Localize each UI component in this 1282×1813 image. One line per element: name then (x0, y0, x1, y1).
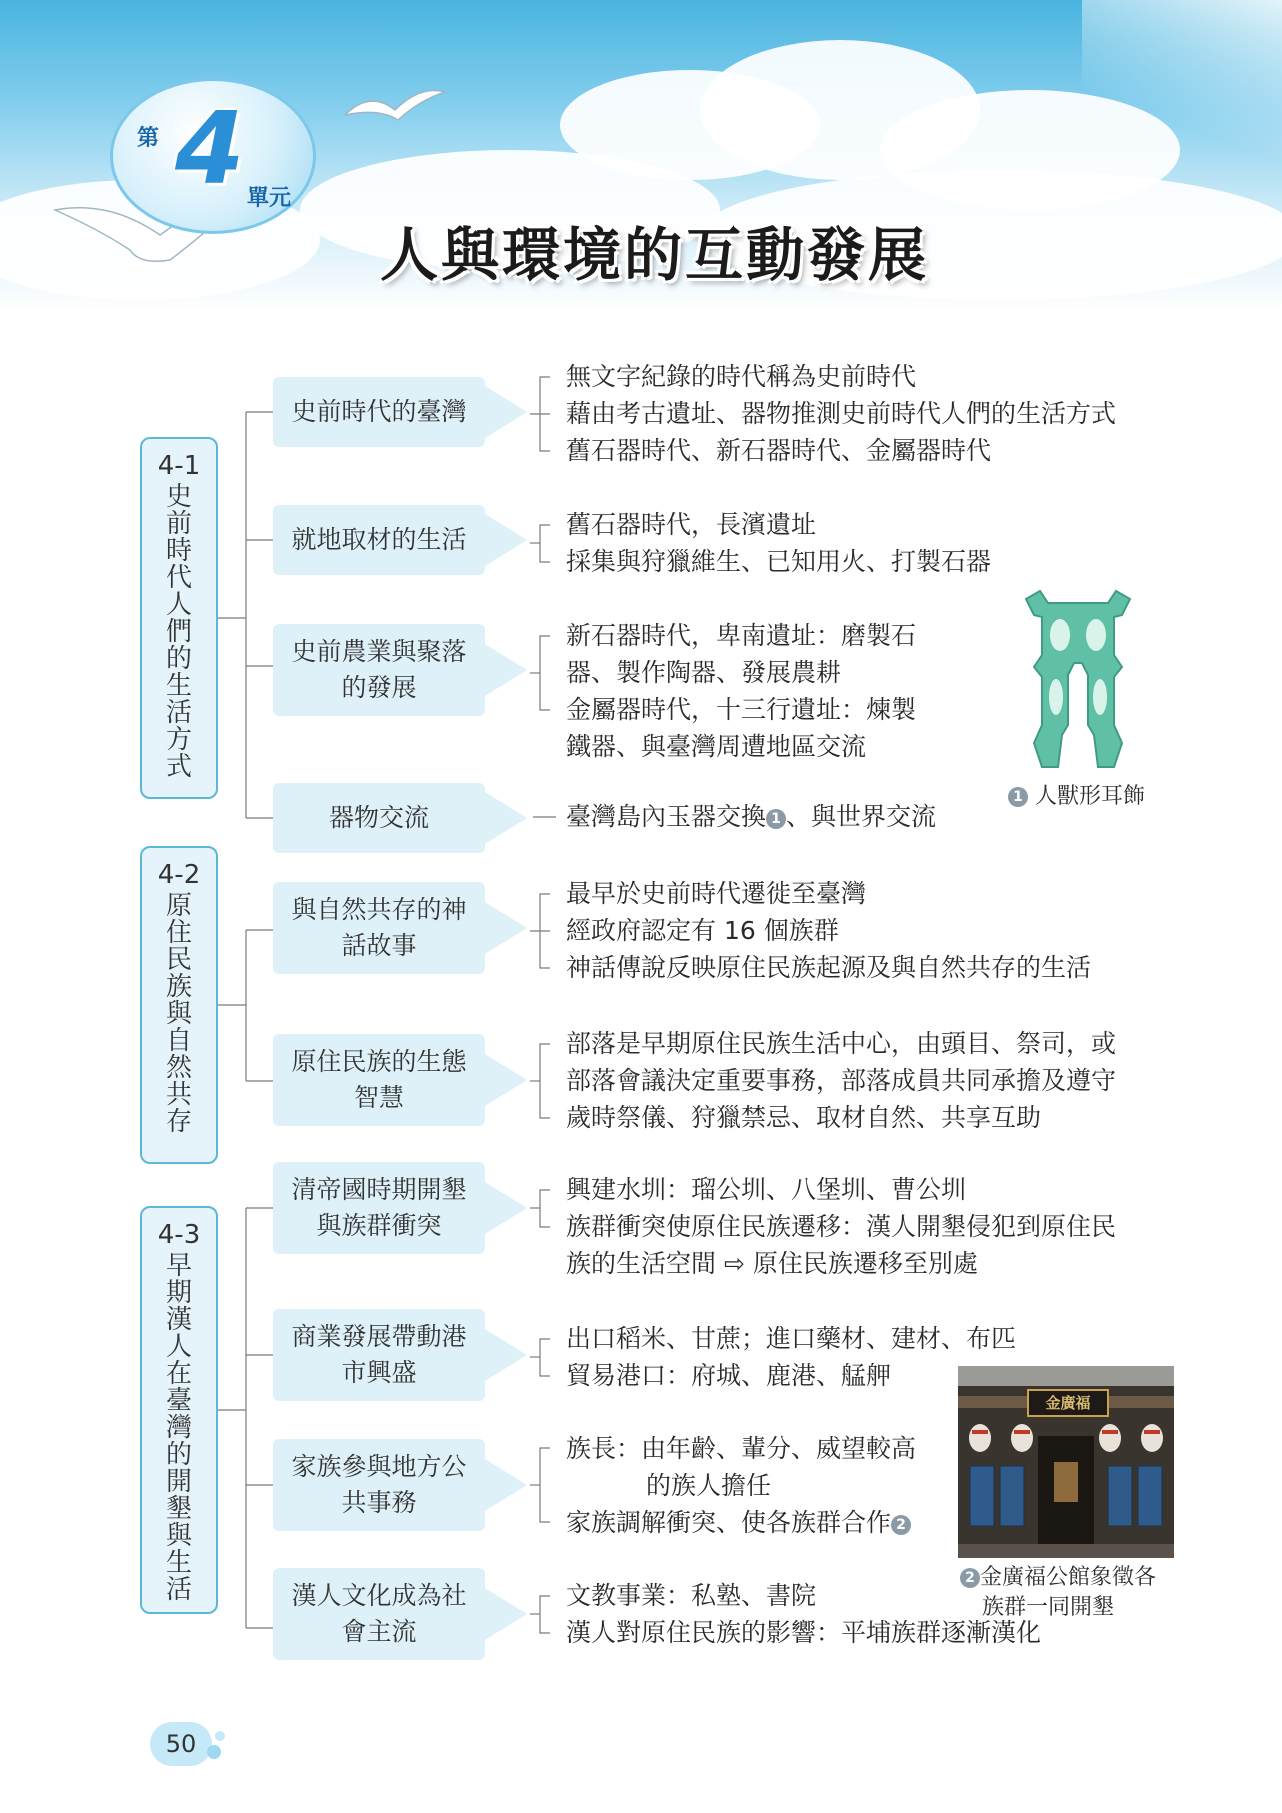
detail-item: 興建水圳：瑠公圳、八堡圳、曹公圳 (566, 1175, 967, 1204)
figure-caption-text: 金廣福公館象徵各 (980, 1565, 1157, 1590)
topic-box: 史前時代的臺灣 (273, 377, 485, 447)
page-number: 50 (150, 1722, 212, 1766)
arrow-right-icon (485, 514, 527, 566)
detail-item: 無文字紀錄的時代稱為史前時代 (566, 362, 917, 391)
chapter-number: 4 (175, 90, 245, 207)
unit-4-1 (140, 437, 218, 799)
detail-item: 部落會議決定重要事務，部落成員共同承擔及遵守 (566, 1066, 1117, 1095)
detail-item: 舊石器時代、新石器時代、金屬器時代 (566, 436, 992, 465)
detail-list (566, 358, 1116, 469)
detail-list (566, 617, 916, 765)
chapter-prefix: 第 (137, 126, 160, 151)
detail-item: 族的生活空間 ⇨ 原住民族遷移至別處 (566, 1249, 978, 1278)
arrow-right-icon (485, 792, 527, 844)
detail-item: 金屬器時代，十三行遺址：煉製 (566, 695, 917, 724)
unit-title: 早期漢人在臺灣的開墾與生活 (165, 1251, 192, 1605)
unit-4-3 (140, 1206, 218, 1614)
detail-item: 族長：由年齡、輩分、威望較高 (566, 1434, 917, 1463)
arrow-right-icon (485, 1329, 527, 1381)
detail-item: 藉由考古遺址、器物推測史前時代人們的生活方式 (566, 399, 1117, 428)
detail-item: 神話傳說反映原住民族起源及與自然共存的生活 (566, 953, 1092, 982)
figure-caption (960, 1563, 1156, 1623)
jade-ornament-image (1018, 585, 1138, 773)
detail-list (566, 1320, 1016, 1394)
plaque-text: 金廣福 (1045, 1394, 1091, 1412)
detail-item: 最早於史前時代遷徙至臺灣 (566, 879, 867, 908)
topic-box: 清帝國時期開墾與族群衝突 (273, 1162, 485, 1254)
unit-number: 4-3 (157, 1220, 201, 1250)
unit-title: 原住民族與自然共存 (165, 891, 192, 1137)
figure-caption-text: 人獸形耳飾 (1035, 784, 1146, 809)
topic-box: 商業發展帶動港市興盛 (273, 1309, 485, 1401)
topic-box: 家族參與地方公共事務 (273, 1439, 485, 1531)
arrow-right-icon (485, 644, 527, 696)
figure-caption-text: 族群一同開墾 (982, 1595, 1115, 1620)
chapter-suffix: 單元 (247, 186, 292, 211)
unit-title: 史前時代人們的生活方式 (165, 482, 192, 782)
detail-list (566, 1430, 916, 1541)
detail-text: 家族調解衝突、使各族群合作 (566, 1508, 892, 1537)
unit-number: 4-2 (157, 860, 201, 890)
detail-item: 舊石器時代，長濱遺址 (566, 510, 817, 539)
detail-item: 新石器時代，卑南遺址：磨製石 (566, 621, 917, 650)
detail-item: 族群衝突使原住民族遷移：漢人開墾侵犯到原住民 (566, 1212, 1117, 1241)
detail-list (566, 506, 991, 580)
detail-item: 貿易港口：府城、鹿港、艋舺 (566, 1361, 892, 1390)
detail-item: 部落是早期原住民族生活中心，由頭目、祭司，或 (566, 1029, 1117, 1058)
detail-item: 文教事業：私塾、書院 (566, 1581, 817, 1610)
figure-caption (1008, 782, 1145, 812)
figure-marker: 1 (1008, 787, 1028, 807)
detail-item: 的族人擔任 (646, 1471, 772, 1500)
detail-list (566, 1171, 1116, 1282)
arrow-right-icon (485, 1588, 527, 1640)
topic-box: 與自然共存的神話故事 (273, 882, 485, 974)
detail-item: 漢人對原住民族的影響：平埔族群逐漸漢化 (566, 1618, 1042, 1647)
detail-text: 、與世界交流 (786, 802, 937, 831)
topic-box: 就地取材的生活 (273, 505, 485, 575)
detail-item: 出口稻米、甘蔗；進口藥材、建材、布匹 (566, 1324, 1017, 1353)
detail-item: 經政府認定有 16 個族群 (566, 916, 839, 945)
detail-item (566, 798, 936, 835)
arrow-right-icon (485, 902, 527, 954)
detail-item: 器、製作陶器、發展農耕 (566, 658, 842, 687)
topic-box: 原住民族的生態智慧 (273, 1034, 485, 1126)
unit-number: 4-1 (157, 451, 201, 481)
detail-list (566, 1025, 1116, 1136)
arrow-right-icon (485, 1459, 527, 1511)
unit-4-2 (140, 846, 218, 1164)
detail-item: 採集與狩獵維生、已知用火、打製石器 (566, 547, 992, 576)
arrow-right-icon (485, 386, 527, 438)
arrow-right-icon (485, 1054, 527, 1106)
page-title: 人與環境的互動發展 (380, 221, 930, 289)
detail-item (566, 1504, 916, 1541)
detail-item: 鐵器、與臺灣周遭地區交流 (566, 732, 867, 761)
detail-list (566, 875, 1091, 986)
topic-box: 漢人文化成為社會主流 (273, 1568, 485, 1660)
bubble-decoration-icon (206, 1724, 228, 1764)
jinguangfu-photo (958, 1366, 1174, 1558)
figure-marker: 2 (891, 1515, 911, 1535)
figure-marker: 2 (960, 1568, 980, 1588)
detail-list (566, 798, 936, 835)
arrow-right-icon (485, 1182, 527, 1234)
detail-text: 臺灣島內玉器交換 (566, 802, 767, 831)
topic-box: 器物交流 (273, 783, 485, 853)
topic-box: 史前農業與聚落的發展 (273, 624, 485, 716)
figure-marker: 1 (766, 809, 786, 829)
detail-item: 歲時祭儀、狩獵禁忌、取材自然、共享互助 (566, 1103, 1042, 1132)
